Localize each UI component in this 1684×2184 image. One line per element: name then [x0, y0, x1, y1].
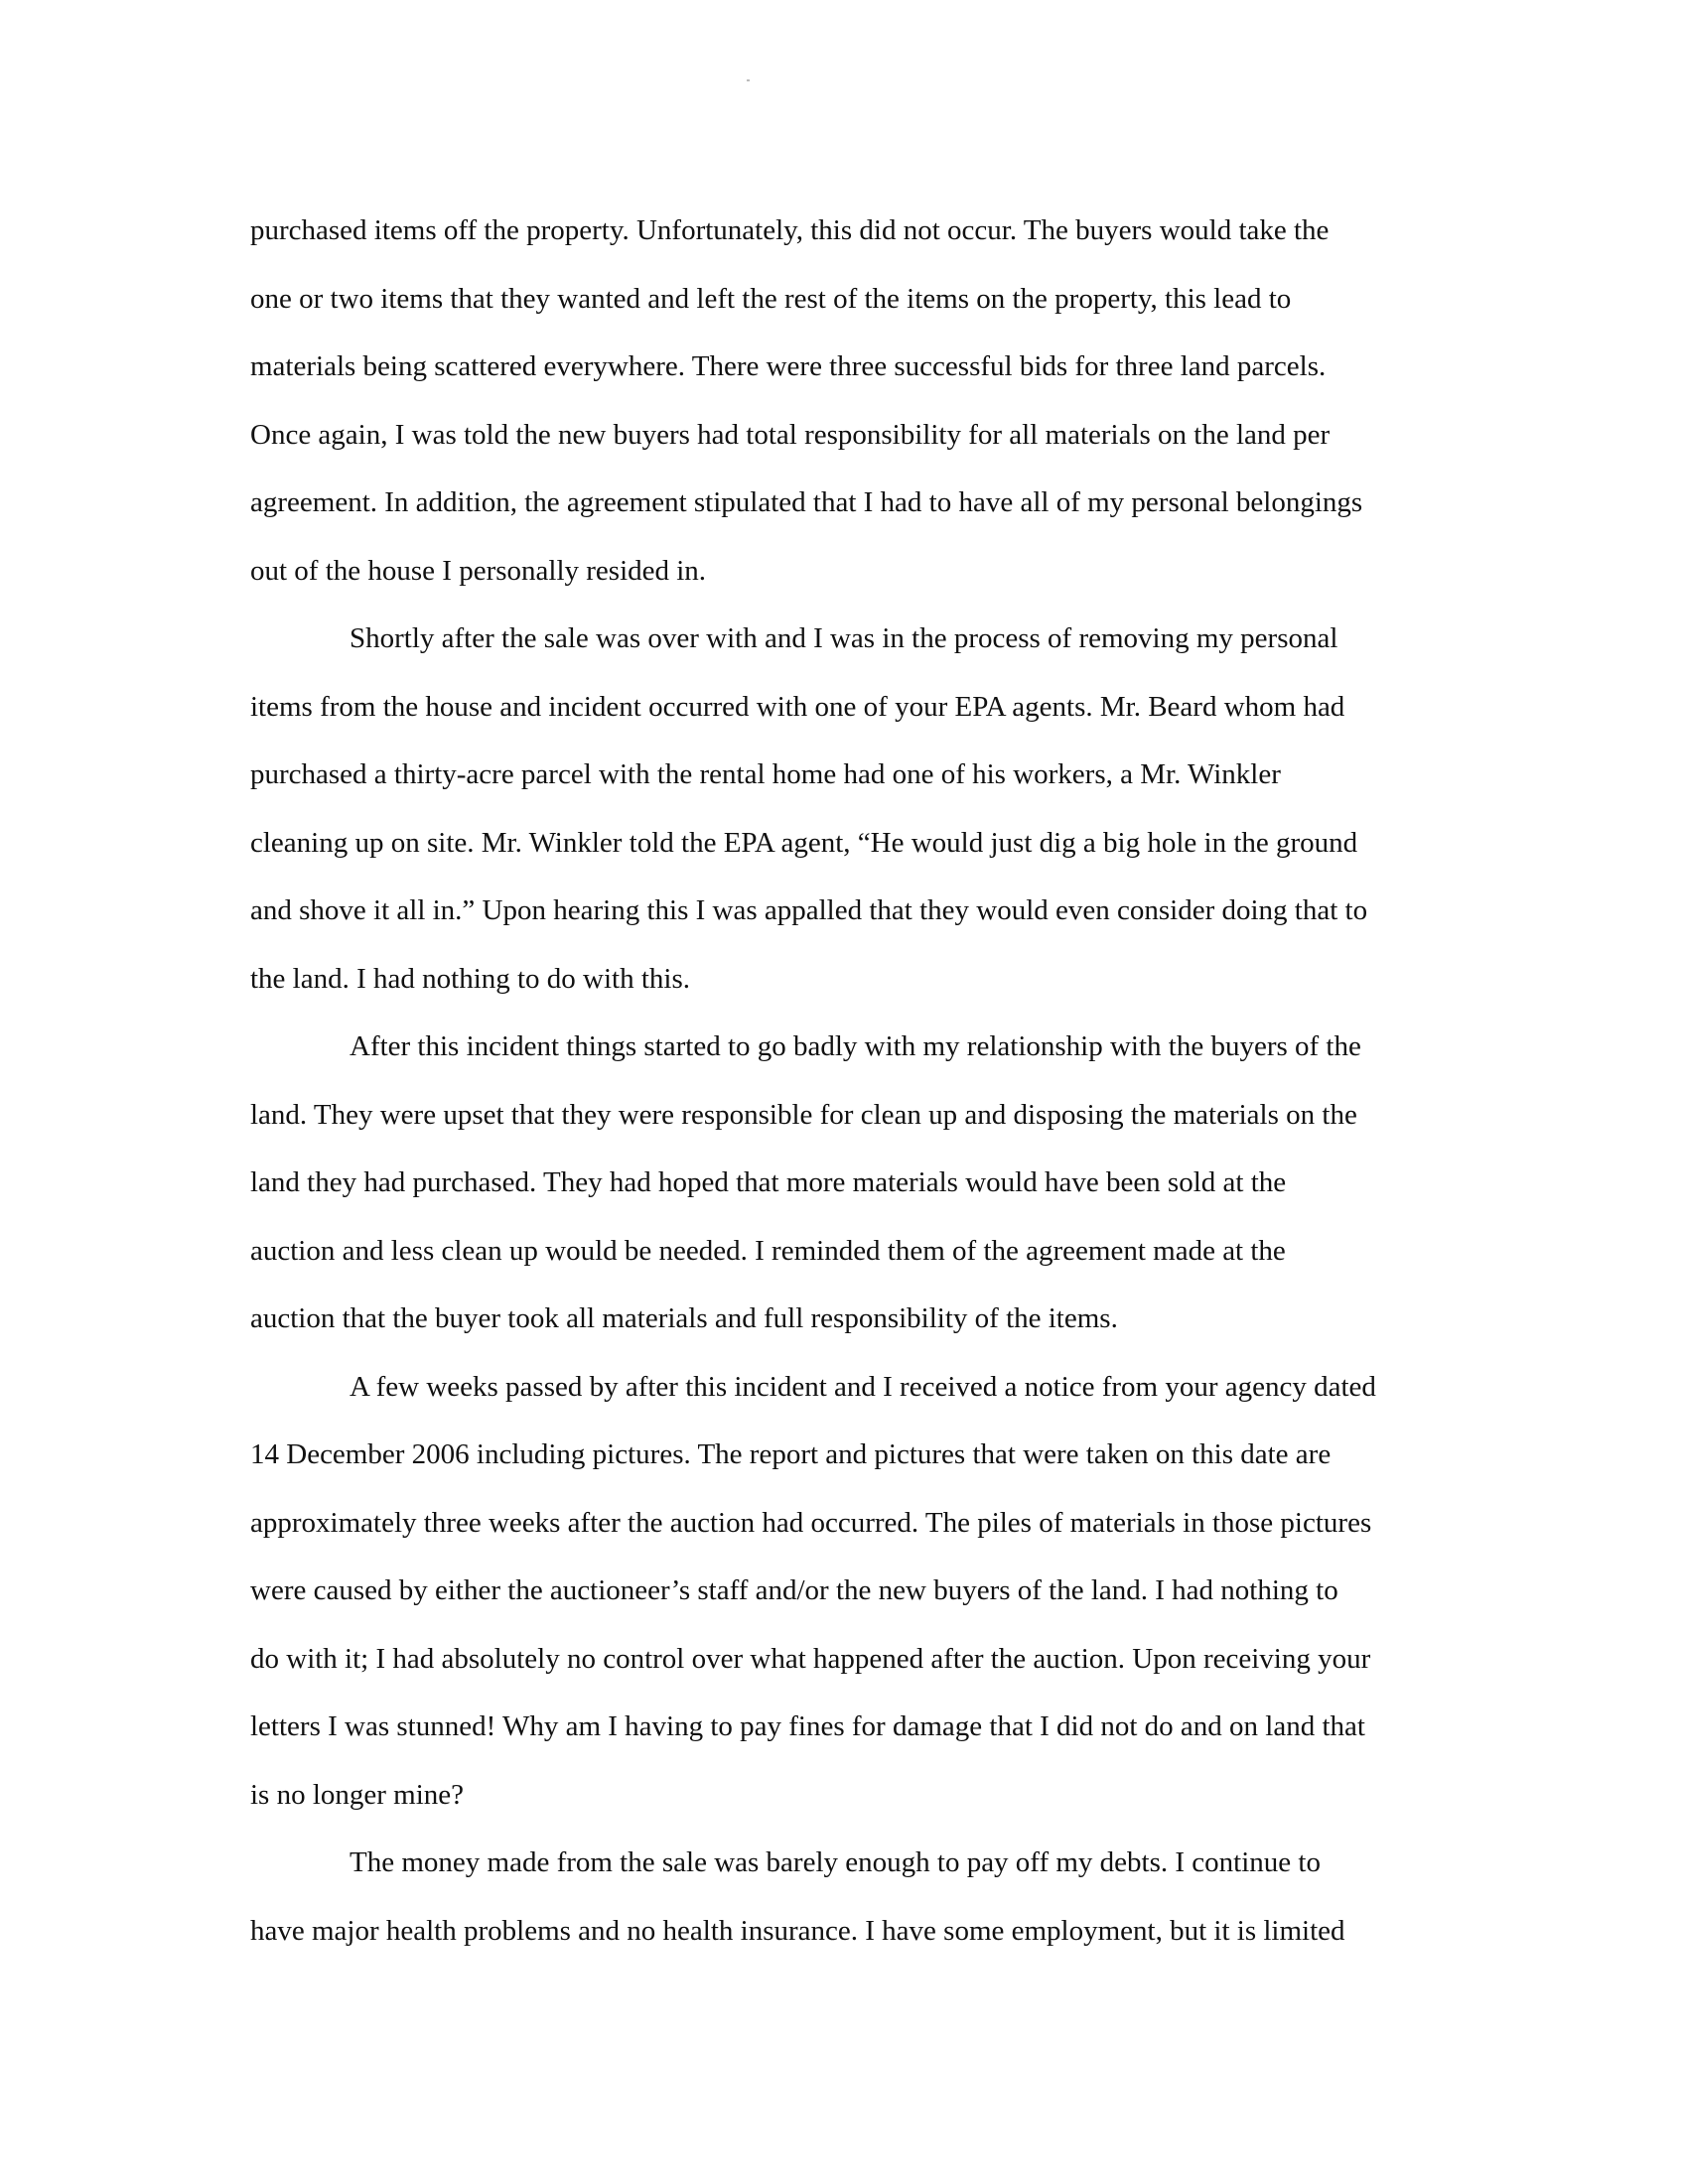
text-line: were caused by either the auctioneer’s staff and/or the new buyers of the land. I had nothing to	[250, 1574, 1338, 1606]
paragraph-first-line: A few weeks passed by after this incident and I received a notice from your agency dated	[350, 1370, 1376, 1403]
letter-body	[250, 197, 1442, 1965]
text-line: cleaning up on site. Mr. Winkler told the EPA agent, “He would just dig a big hole in the ground	[250, 826, 1358, 859]
text-line: one or two items that they wanted and left the rest of the items on the property, this lead to	[250, 282, 1292, 315]
text-line: materials being scattered everywhere. There were three successful bids for three land parcels.	[250, 350, 1327, 382]
text-line: Once again, I was told the new buyers had total responsibility for all materials on the land per	[250, 418, 1331, 451]
text-line: auction that the buyer took all materials and full responsibility of the items.	[250, 1302, 1118, 1334]
text-line: 14 December 2006 including pictures. The report and pictures that were taken on this date are	[250, 1438, 1332, 1470]
text-line: and shove it all in.” Upon hearing this I was appalled that they would even consider doing that to	[250, 894, 1368, 926]
text-line: purchased items off the property. Unfortunately, this did not occur. The buyers would take the	[250, 214, 1330, 246]
text-line: out of the house I personally resided in.	[250, 554, 707, 587]
scan-speck	[747, 79, 750, 81]
text-line: items from the house and incident occurred with one of your EPA agents. Mr. Beard whom had	[250, 690, 1345, 723]
text-line: auction and less clean up would be needed. I reminded them of the agreement made at the	[250, 1234, 1286, 1267]
text-line: approximately three weeks after the auction had occurred. The piles of materials in those pictures	[250, 1506, 1372, 1539]
text-line: letters I was stunned! Why am I having to pay fines for damage that I did not do and on land that	[250, 1710, 1365, 1742]
text-line: is no longer mine?	[250, 1778, 465, 1811]
paragraph-first-line: Shortly after the sale was over with and I was in the process of removing my personal	[350, 622, 1338, 654]
text-line: land they had purchased. They had hoped that more materials would have been sold at the	[250, 1166, 1287, 1198]
paragraph-first-line: The money made from the sale was barely enough to pay off my debts. I continue to	[350, 1846, 1321, 1878]
text-line: the land. I had nothing to do with this.	[250, 962, 691, 995]
text-line: purchased a thirty-acre parcel with the rental home had one of his workers, a Mr. Winkler	[250, 758, 1281, 790]
paragraph-first-line: After this incident things started to go badly with my relationship with the buyers of the	[350, 1030, 1361, 1062]
text-line: agreement. In addition, the agreement stipulated that I had to have all of my personal belongings	[250, 486, 1363, 518]
text-line: land. They were upset that they were responsible for clean up and disposing the materials on the	[250, 1098, 1357, 1131]
text-line: do with it; I had absolutely no control over what happened after the auction. Upon receiving your	[250, 1642, 1371, 1675]
text-line: have major health problems and no health insurance. I have some employment, but it is limited	[250, 1914, 1345, 1947]
